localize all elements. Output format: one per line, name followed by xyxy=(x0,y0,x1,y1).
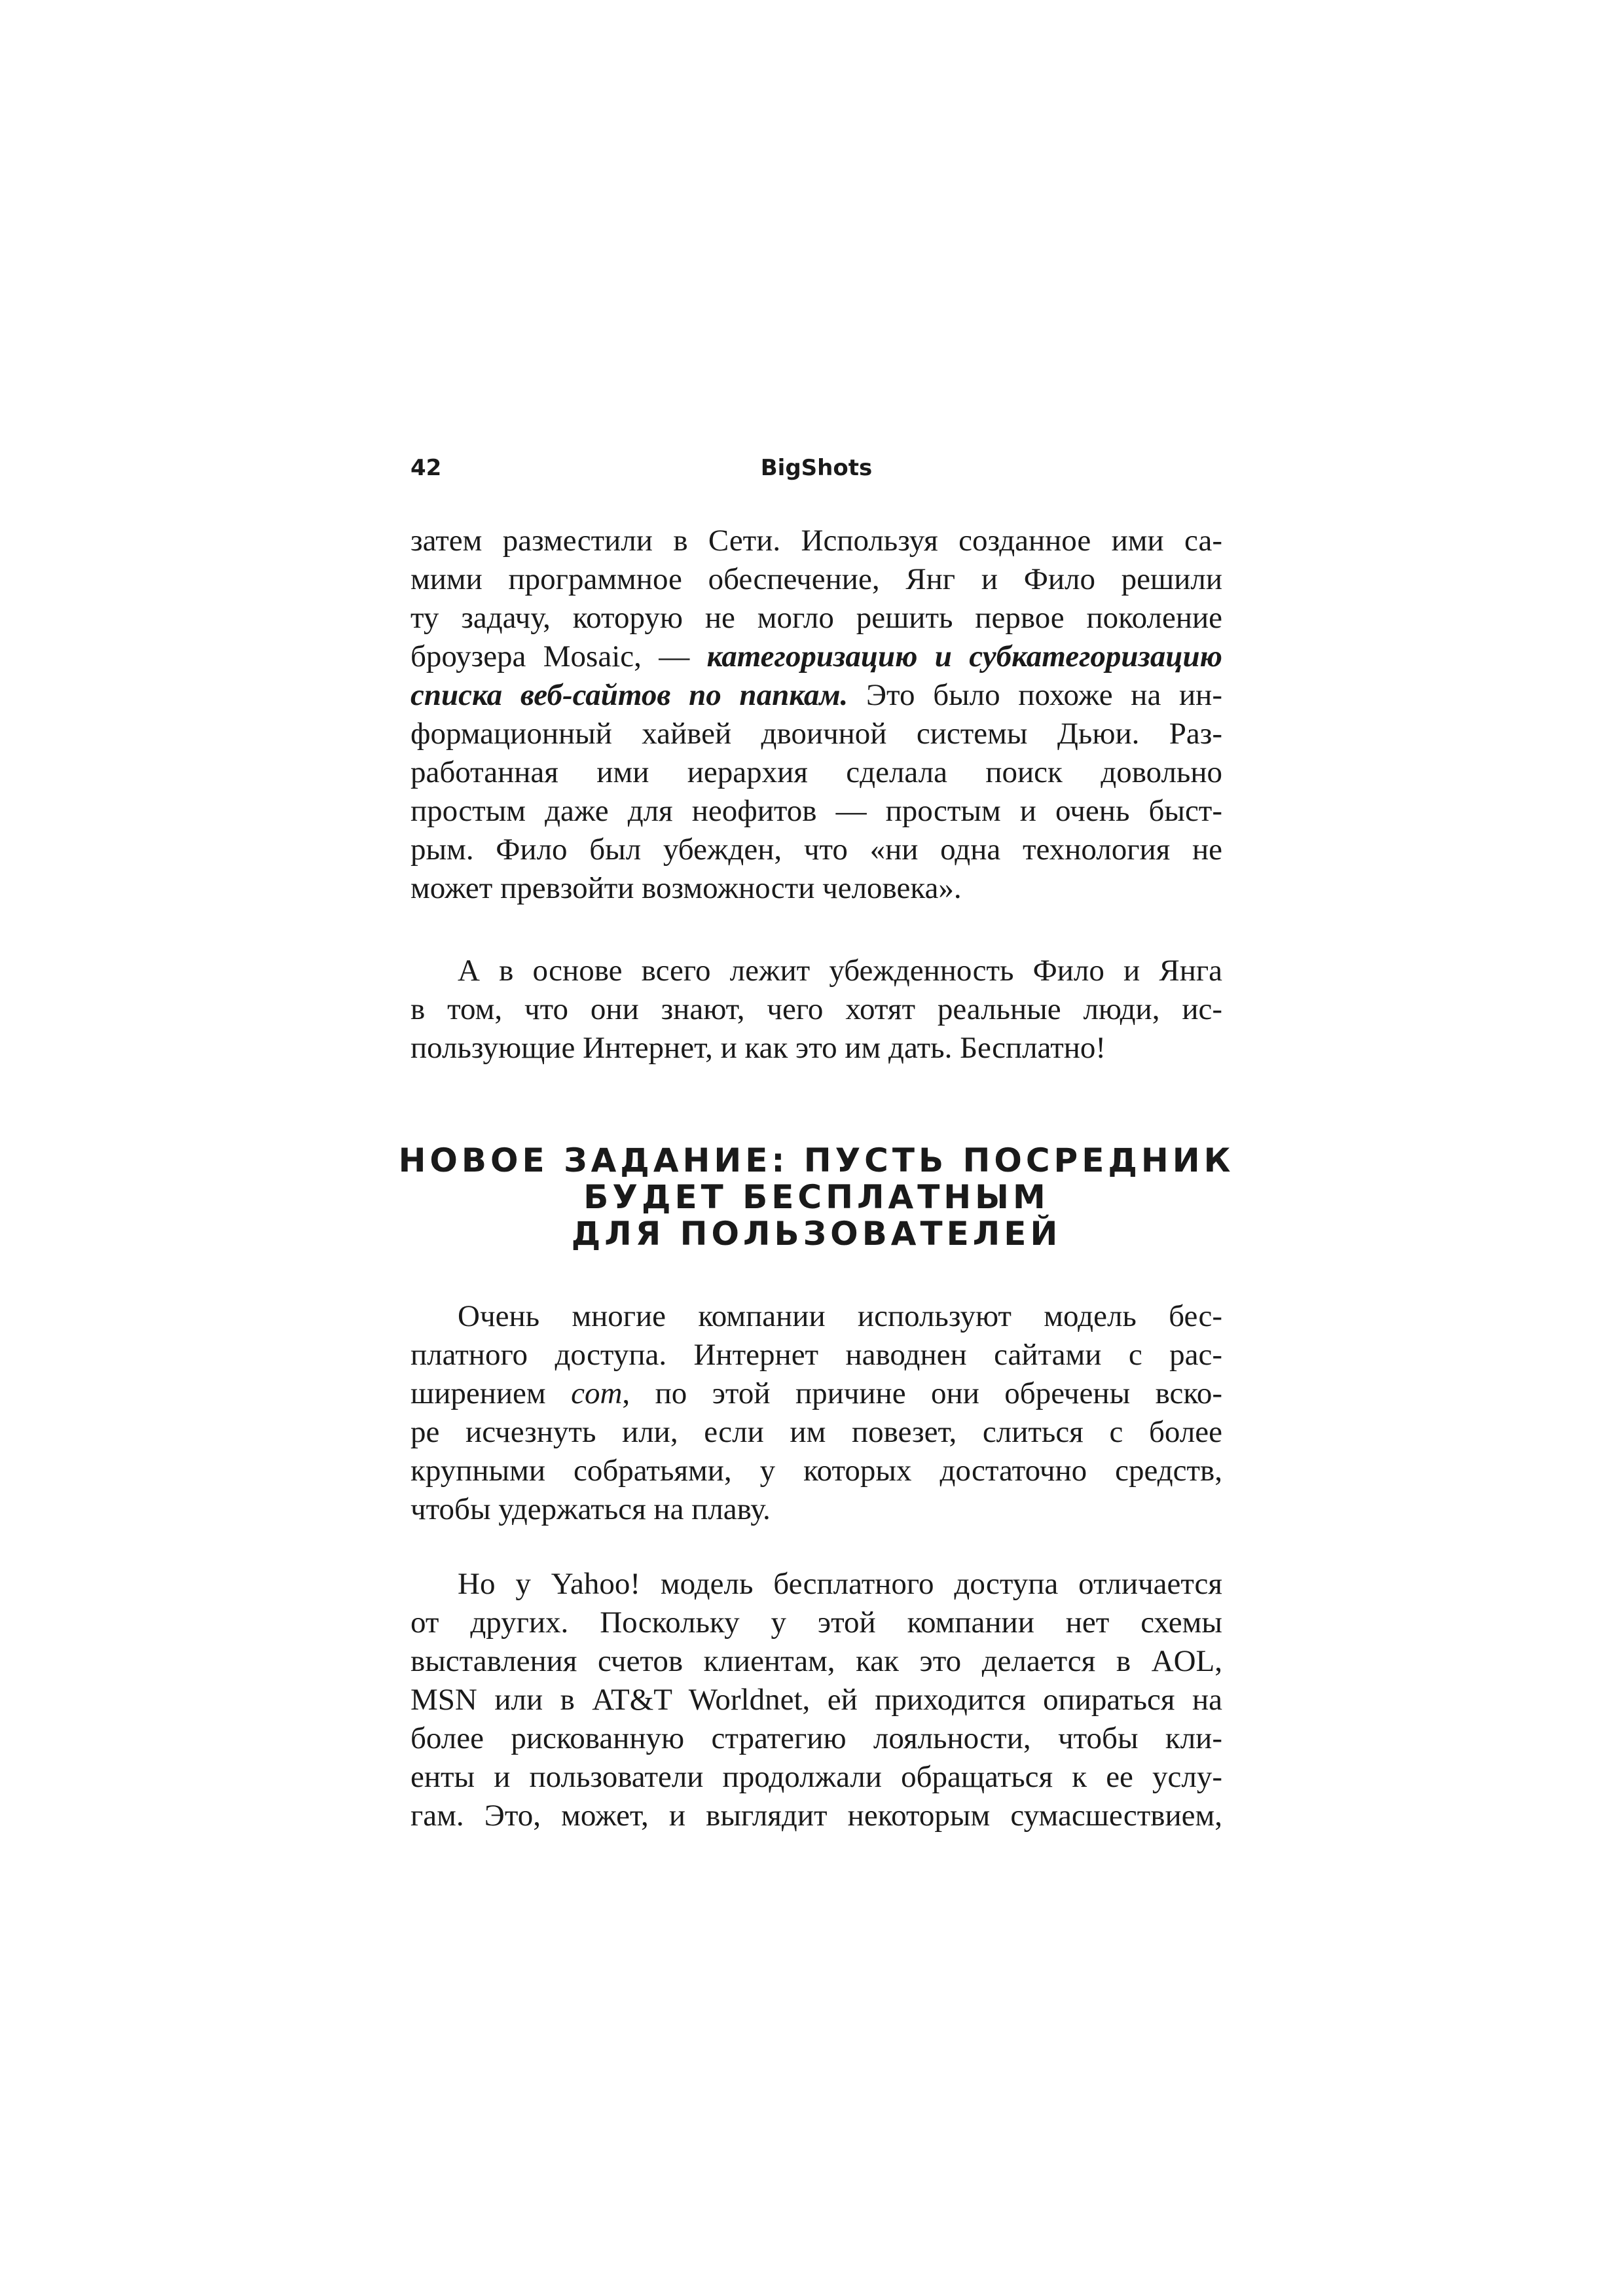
paragraph-3 xyxy=(410,1297,1222,1529)
running-title: BigShots xyxy=(760,455,873,481)
text-line: простым даже для неофитов — простым и очень быст- xyxy=(410,794,1222,828)
text-line xyxy=(410,637,1222,676)
page-header xyxy=(410,455,1222,494)
paragraph-1 xyxy=(410,522,1222,908)
text-line: А в основе всего лежит убежденность Фило и Янга xyxy=(458,954,1222,988)
text-line: может превзойти возможности человека». xyxy=(410,871,962,905)
section-heading xyxy=(367,1142,1266,1252)
text-line: Но у Yahoo! модель бесплатного доступа отличается xyxy=(458,1567,1222,1601)
text-line: ре исчезнуть или, если им повезет, слиться с более xyxy=(410,1415,1222,1449)
text-fragment: , по этой причине они обречены вско- xyxy=(622,1376,1222,1410)
text-line: рым. Фило был убежден, что «ни одна технология не xyxy=(410,833,1222,867)
text-line: чтобы удержаться на плаву. xyxy=(410,1492,771,1526)
text-line: выставления счетов клиентам, как это делается в AOL, xyxy=(410,1644,1222,1678)
text-fragment: ширением xyxy=(410,1376,572,1410)
text-line: в том, что они знают, чего хотят реальные люди, ис- xyxy=(410,992,1222,1026)
text-line: крупными собратьями, у которых достаточно средств, xyxy=(410,1454,1222,1488)
text-line: формационный хайвей двоичной системы Дьюи. Раз- xyxy=(410,717,1222,751)
text-line: енты и пользователи продолжали обращаться к ее услу- xyxy=(410,1760,1222,1794)
emphasized-text: списка веб-сайтов по папкам. xyxy=(410,678,848,712)
text-line: работанная ими иерархия сделала поиск довольно xyxy=(410,755,1222,789)
heading-line: ДЛЯ ПОЛЬЗОВАТЕЛЕЙ xyxy=(571,1215,1062,1253)
text-line: пользующие Интернет, и как это им дать. Бесплатно! xyxy=(410,1031,1106,1065)
text-line: затем разместили в Сети. Используя созданное ими са- xyxy=(410,524,1222,558)
text-line: гам. Это, может, и выглядит некоторым сумасшествием, xyxy=(410,1799,1222,1833)
emphasized-text: категоризацию и субкатегоризацию xyxy=(706,639,1222,673)
text-line: платного доступа. Интернет наводнен сайтами с рас- xyxy=(410,1338,1222,1372)
text-line: мими программное обеспечение, Янг и Фило решили xyxy=(410,562,1222,596)
text-line: более рискованную стратегию лояльности, чтобы кли- xyxy=(410,1721,1222,1755)
text-line xyxy=(410,676,1222,715)
paragraph-4 xyxy=(410,1565,1222,1835)
italic-text: com xyxy=(571,1376,623,1410)
text-line: Очень многие компании используют модель бес- xyxy=(458,1299,1222,1333)
text-fragment: броузера Mosaic, — xyxy=(410,639,707,673)
text-line xyxy=(410,1374,1222,1413)
text-line: MSN или в AT&T Worldnet, ей приходится опираться на xyxy=(410,1683,1222,1717)
text-fragment: Это было похоже на ин- xyxy=(848,678,1222,712)
text-line: ту задачу, которую не могло решить первое поколение xyxy=(410,601,1222,635)
text-line: от других. Поскольку у этой компании нет схемы xyxy=(410,1605,1222,1640)
heading-line: БУДЕТ БЕСПЛАТНЫМ xyxy=(583,1178,1049,1216)
heading-line: НОВОЕ ЗАДАНИЕ: ПУСТЬ ПОСРЕДНИК xyxy=(398,1141,1235,1179)
page-number: 42 xyxy=(410,455,442,481)
paragraph-2 xyxy=(410,952,1222,1067)
